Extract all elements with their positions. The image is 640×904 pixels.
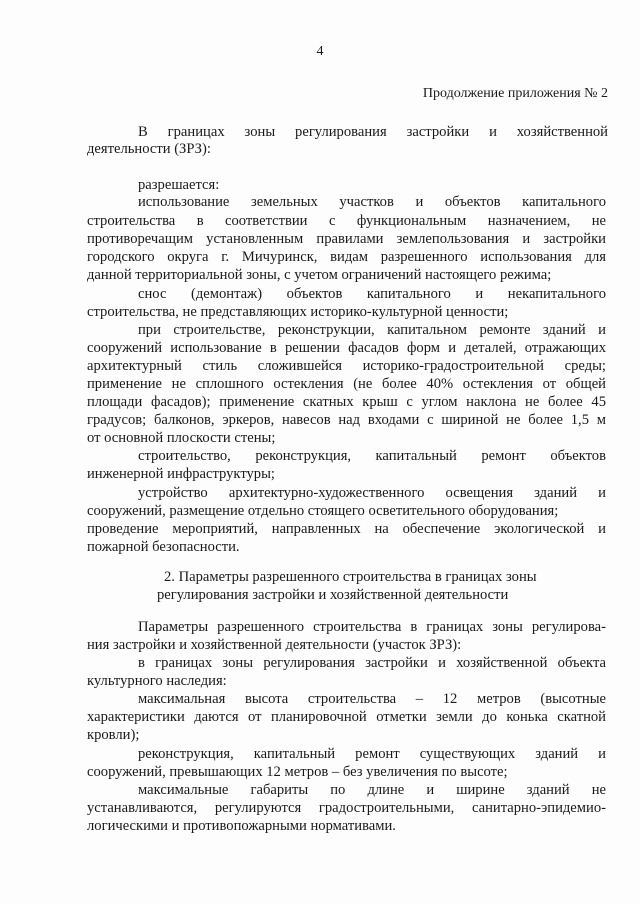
text-line: городского округа г. Мичуринск, видам разрешенного использования для (87, 249, 606, 265)
text-line: применение не сплошного остекления (не более 40% остекления от общей (87, 376, 606, 392)
text-line: использование земельных участков и объектов капитального (138, 194, 606, 210)
text-line: строительства в соответствии с функциональным назначением, не (87, 213, 606, 229)
text-line: ния застройки и хозяйственной деятельности (участок ЗРЗ): (87, 637, 462, 653)
text-line: архитектурный стиль сложившейся историко-градостроительной среды; (87, 358, 606, 374)
text-line: реконструкция, капитальный ремонт существующих зданий и (138, 746, 606, 762)
appendix-continuation-note: Продолжение приложения № 2 (422, 86, 608, 101)
page-number: 4 (316, 44, 324, 59)
text-line: проведение мероприятий, направленных на обеспечение экологической и (87, 521, 606, 537)
text-line: строительство, реконструкция, капитальный ремонт объектов (138, 448, 606, 464)
text-line: строительства, не представляющих историко-культурной ценности; (87, 304, 509, 320)
text-line: снос (демонтаж) объектов капитального и некапитального (138, 286, 606, 302)
text-line: кровли); (87, 727, 140, 743)
text-line: максимальная высота строительства – 12 метров (высотные (138, 691, 606, 707)
text-line: сооружений, превышающих 12 метров – без увеличения по высоте; (87, 764, 508, 780)
text-line: деятельности (ЗРЗ): (87, 141, 211, 157)
text-line: В границах зоны регулирования застройки и хозяйственной (138, 124, 608, 140)
text-line: данной территориальной зоны, с учетом ограничений настоящего режима; (87, 267, 552, 283)
text-line: сооружений, размещение отдельно стоящего осветительного оборудования; (87, 503, 559, 519)
text-line: культурного наследия: (87, 673, 227, 689)
text-line: от основной плоскости стены; (87, 430, 276, 446)
text-line: логическими и противопожарными нормативами. (87, 818, 396, 834)
text-line: сооружений использование в решении фасадов форм и деталей, отражающих (87, 340, 606, 356)
text-line: устанавливаются, регулируются градостроительными, санитарно-эпидемио- (87, 800, 606, 816)
text-line: устройство архитектурно-художественного освещения зданий и (138, 485, 606, 501)
text-line: характеристики даются от планировочной отметки земли до конька скатной (87, 709, 606, 725)
text-line: Параметры разрешенного строительства в границах зоны регулирова- (138, 619, 606, 635)
section-heading: 2. Параметры разрешенного строительства в границах зоны (164, 569, 537, 585)
text-line: при строительстве, реконструкции, капитальном ремонте зданий и (138, 322, 606, 338)
text-line: максимальные габариты по длине и ширине зданий не (138, 782, 606, 798)
section-heading: регулирования застройки и хозяйственной деятельности (157, 587, 509, 603)
text-line: градусов; балконов, эркеров, навесов над входами с шириной не более 1,5 м (87, 412, 606, 428)
text-line: площади фасадов); применение скатных крыш с углом наклона не более 45 (87, 394, 606, 410)
text-line: противоречащим установленным правилами землепользования и застройки (87, 231, 606, 247)
text-line: разрешается: (138, 177, 220, 193)
text-line: в границах зоны регулирования застройки и хозяйственной объекта (138, 655, 606, 671)
text-line: инженерной инфраструктуры; (87, 466, 275, 482)
text-line: пожарной безопасности. (87, 539, 240, 555)
